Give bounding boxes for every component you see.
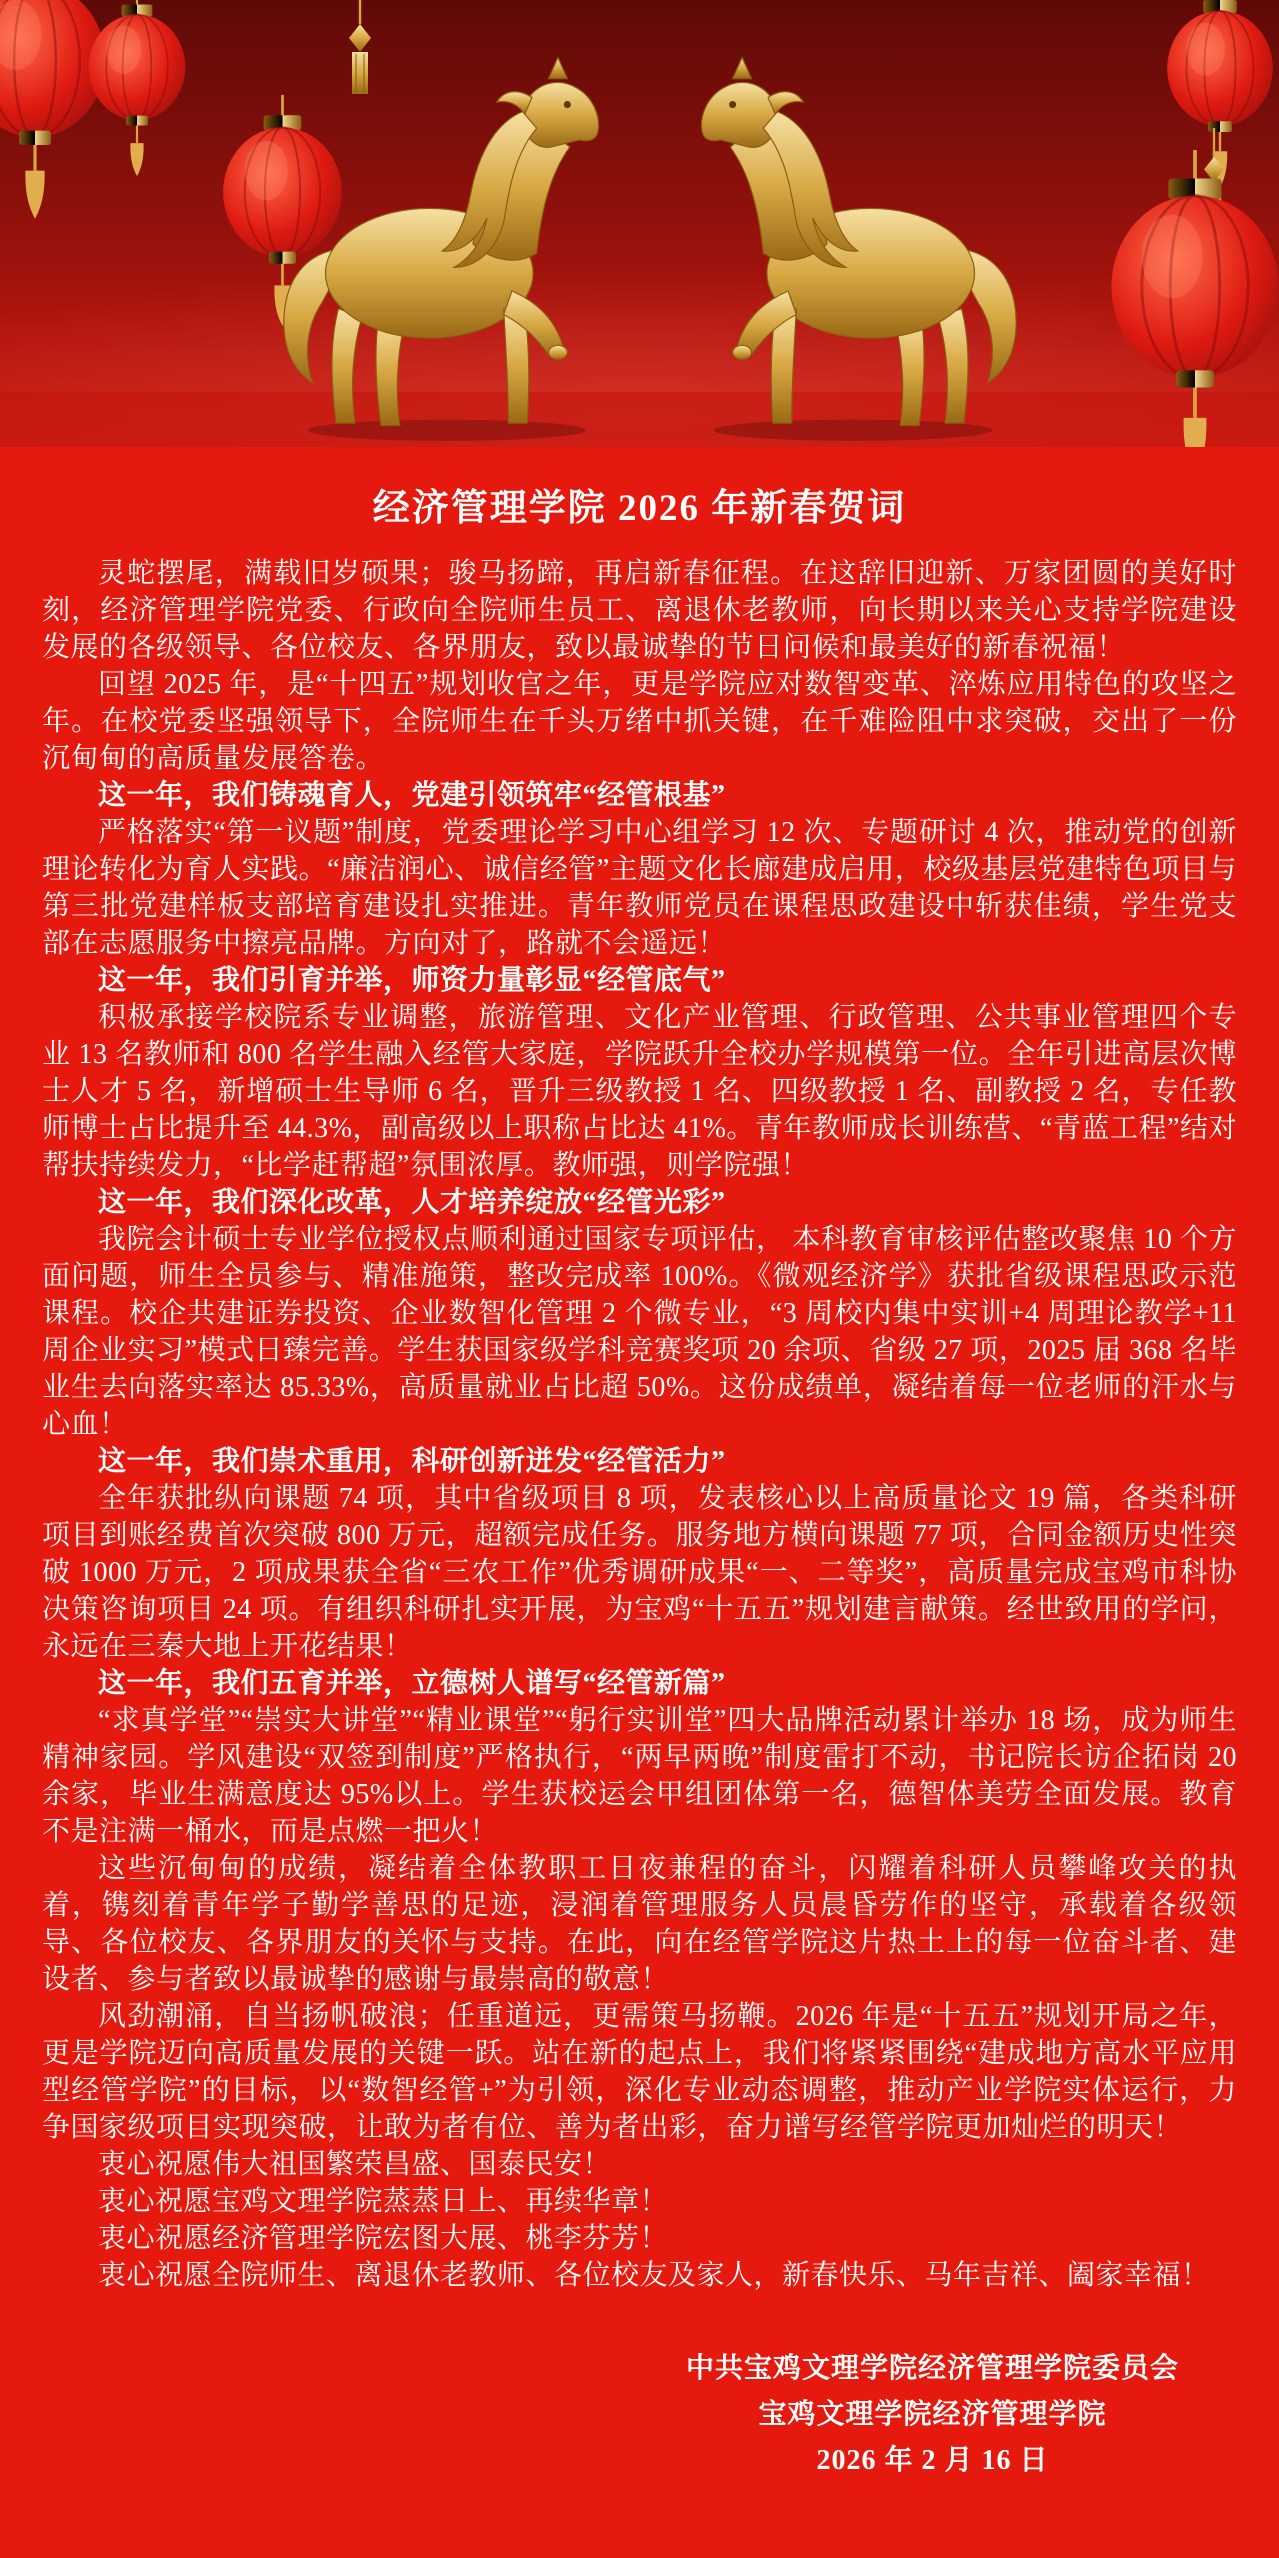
greeting-paragraph: 积极承接学校院系专业调整，旅游管理、文化产业管理、行政管理、公共事业管理四个专业 13 名教师和 800 名学生融入经管大家庭，学院跃升全校办学规模第一位。全年引进高层次博士人才 5 名，新增硕士生导师 6 名，晋升三级教授 1 名、四级教授 1 名、副教授 2 名，专任教师博士占比提升至 44.3%，副高级以上职称占比达 41%。青年教师成长训练营、“青蓝工程”结对帮扶持续发力，“比学赶帮超”氛围浓厚。教师强，则学院强！ [42,1002,1237,1181]
banner-image [0,0,1279,447]
section-heading: 这一年，我们引育并举，师资力量彰显“经管底气” [98,965,726,996]
greeting-paragraph: 回望 2025 年，是“十四五”规划收官之年，更是学院应对数智变革、淬炼应用特色的攻坚之年。在校党委坚强领导下，全院师生在千头万绪中抓关键，在千难险阻中求突破，交出了一份沉甸甸的高质量发展答卷。 [42,669,1237,774]
wish-line: 衷心祝愿宝鸡文理学院蒸蒸日上、再续华章！ [98,2186,669,2217]
greeting-paragraph: “求真学堂”“崇实大讲堂”“精业课堂”“躬行实训堂”四大品牌活动累计举办 18 场，成为师生精神家园。学风建设“双签到制度”严格执行，“两早两晚”制度雷打不动，书记院长访企拓岗 20余家，毕业生满意度达 95%以上。学生获校运会甲组团体第一名，德智体美劳全面发展。教育不是注满一桶水，而是点燃一把火！ [42,1705,1237,1847]
section-heading: 这一年，我们崇术重用，科研创新迸发“经管活力” [98,1446,726,1477]
section-heading: 这一年，我们五育并举，立德树人谱写“经管新篇” [98,1668,726,1699]
signature-college: 宝鸡文理学院经济管理学院 [758,2399,1107,2430]
signature-block [686,2346,1179,2484]
page-title: 经济管理学院 2026 年新春贺词 [372,488,907,529]
greeting-paragraph: 我院会计硕士专业学位授权点顺利通过国家专项评估， 本科教育审核评估整改聚焦 10 个方面问题，师生全员参与、精准施策，整改完成率 100%。《微观经济学》获批省级课程思政示范课程。校企共建证券投资、企业数智化管理 2 个微专业，“3 周校内集中实训+4 周理论教学+11 周企业实习”模式日臻完善。学生获国家级学科竞赛奖项 20 余项、省级 27 项，2025 届 368 名毕业生去向落实率达 85.33%，高质量就业占比超 50%。这份成绩单，凝结着每一位老师的汗水与心血！ [42,1224,1237,1440]
section-heading: 这一年，我们铸魂育人，党建引领筑牢“经管根基” [98,780,726,811]
signature-committee: 中共宝鸡文理学院经济管理学院委员会 [685,2353,1179,2384]
greeting-paragraph: 全年获批纵向课题 74 项，其中省级项目 8 项，发表核心以上高质量论文 19 篇，各类科研项目到账经费首次突破 800 万元，超额完成任务。服务地方横向课题 77 项，合同金额历史性突破 1000 万元，2 项成果获全省“三农工作”优秀调研成果“一、二等奖”，高质量完成宝鸡市科协决策咨询项目 24 项。有组织科研扎实开展，为宝鸡“十五五”规划建言献策。经世致用的学问，永远在三秦大地上开花结果！ [42,1483,1237,1662]
signature-date: 2026 年 2 月 16 日 [816,2445,1049,2476]
wish-line: 衷心祝愿全院师生、离退休老教师、各位校友及家人，新春快乐、马年吉祥、阖家幸福！ [98,2260,1210,2291]
greeting-paragraph: 这些沉甸甸的成绩，凝结着全体教职工日夜兼程的奋斗，闪耀着科研人员攀峰攻关的执着，镌刻着青年学子勤学善思的足迹，浸润着管理服务人员晨昏劳作的坚守，承载着各级领导、各位校友、各界朋友的关怀与支持。在此，向在经管学院这片热土上的每一位奋斗者、建设者、参与者致以最诚挚的感谢与最崇高的敬意！ [42,1853,1237,1995]
section-heading: 这一年，我们深化改革，人才培养绽放“经管光彩” [98,1187,726,1218]
greeting-paragraph: 灵蛇摆尾，满载旧岁硕果；骏马扬蹄，再启新春征程。在这辞旧迎新、万家团圆的美好时刻，经济管理学院党委、行政向全院师生员工、离退休老教师，向长期以来关心支持学院建设发展的各级领导、各位校友、各界朋友，致以最诚挚的节日问候和最美好的新春祝福！ [42,558,1237,663]
greeting-paragraph: 风劲潮涌，自当扬帆破浪；任重道远，更需策马扬鞭。2026 年是“十五五”规划开局之年，更是学院迈向高质量发展的关键一跃。站在新的起点上，我们将紧紧围绕“建成地方高水平应用型经管学院”的目标，以“数智经管+”为引领，深化专业动态调整，推动产业学院实体运行，力争国家级项目实现突破，让敢为者有位、善为者出彩，奋力谱写经管学院更加灿烂的明天！ [42,2001,1237,2143]
greeting-paragraph: 严格落实“第一议题”制度，党委理论学习中心组学习 12 次、专题研讨 4 次，推动党的创新理论转化为育人实践。“廉洁润心、诚信经管”主题文化长廊建成启用，校级基层党建特色项目与第三批党建样板支部培育建设扎实推进。青年教师党员在课程思政建设中斩获佳绩，学生党支部在志愿服务中擦亮品牌。方向对了，路就不会遥远！ [42,817,1237,959]
greeting-body [0,555,1279,2476]
wish-line: 衷心祝愿经济管理学院宏图大展、桃李芬芳！ [98,2223,669,2254]
wish-line: 衷心祝愿伟大祖国繁荣昌盛、国泰民安！ [98,2149,612,2180]
